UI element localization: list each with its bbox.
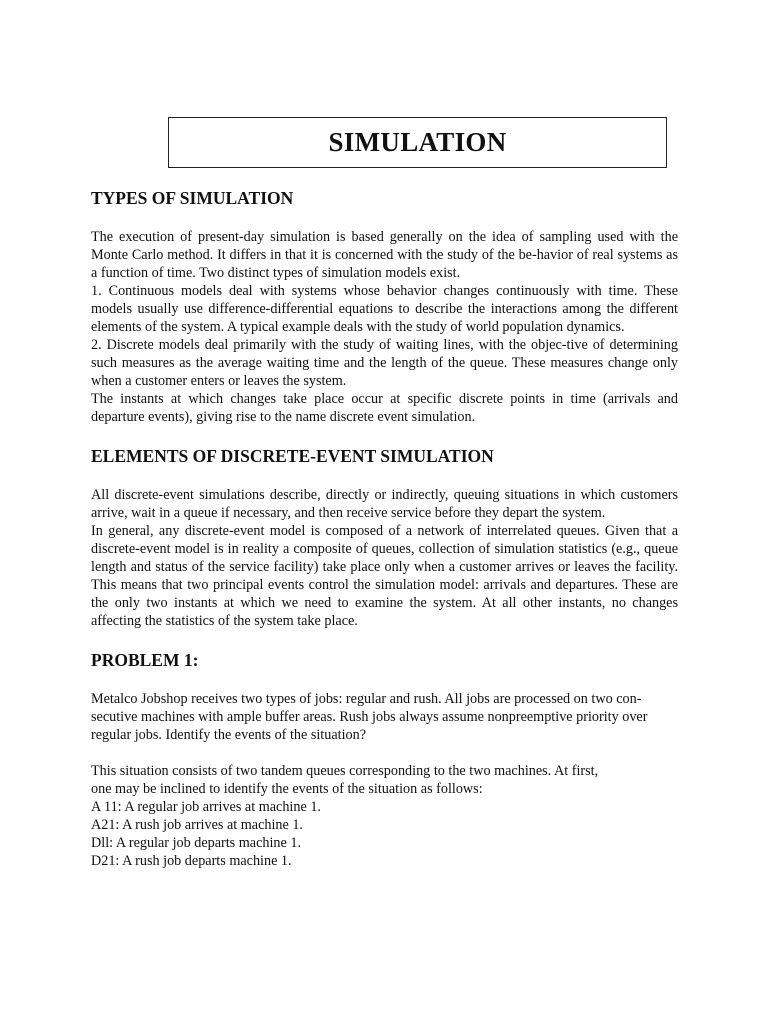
section-heading-problem1: PROBLEM 1: bbox=[91, 650, 199, 670]
document-title-box bbox=[168, 117, 667, 168]
problem-intro-line: one may be inclined to identify the events of the situation as follows: bbox=[91, 781, 483, 797]
event-list-item: D21: A rush job departs machine 1. bbox=[91, 853, 292, 869]
event-list-item: Dll: A regular job departs machine 1. bbox=[91, 835, 301, 851]
paragraph: 2. Discrete models deal primarily with the study of waiting lines, with the objec-tive of determining such measures as the average waiting time and the length of the queue. These measures change only when a customer enters or leaves the system. bbox=[91, 337, 678, 389]
event-list-item: A21: A rush job arrives at machine 1. bbox=[91, 817, 303, 833]
section-problem1-body bbox=[91, 690, 678, 870]
paragraph: The execution of present-day simulation is based generally on the idea of sampling used with the Monte Carlo method. It differs in that it is concerned with the study of the be-havior of real systems as a function of time. Two distinct types of simulation models exist. bbox=[91, 229, 678, 281]
section-heading-types: TYPES OF SIMULATION bbox=[91, 188, 294, 208]
section-types-body bbox=[91, 228, 678, 426]
paragraph: All discrete-event simulations describe, directly or indirectly, queuing situations in which customers arrive, wait in a queue if necessary, and then receive service before they depart the system. bbox=[91, 487, 678, 521]
section-heading-elements: ELEMENTS OF DISCRETE-EVENT SIMULATION bbox=[91, 446, 494, 466]
document-title: SIMULATION bbox=[328, 127, 507, 157]
document-body bbox=[91, 186, 678, 870]
paragraph: 1. Continuous models deal with systems whose behavior changes continuously with time. These models usually use difference-differential equations to describe the interactions among the different elements of the system. A typical example deals with the study of world population dynamics. bbox=[91, 283, 678, 335]
paragraph: The instants at which changes take place occur at specific discrete points in time (arrivals and departure events), giving rise to the name discrete event simulation. bbox=[91, 391, 678, 425]
problem-statement: Metalco Jobshop receives two types of jobs: regular and rush. All jobs are processed on two con-secutive machines with ample buffer areas. Rush jobs always assume nonpreemptive priority over regular jobs. Identify the events of the situation? bbox=[91, 691, 648, 743]
paragraph: In general, any discrete-event model is composed of a network of interrelated queues. Given that a discrete-event model is in reality a composite of queues, collection of simulation statistics (e.g., queue length and status of the service facility) take place only when a customer arrives or leaves the facility. This means that two principal events control the simulation model: arrivals and departures. These are the only two instants at which we need to examine the system. At all other instants, no changes affecting the statistics of the system take place. bbox=[91, 523, 678, 629]
section-elements-body bbox=[91, 486, 678, 630]
problem-intro-line: This situation consists of two tandem queues corresponding to the two machines. At first, bbox=[91, 763, 599, 779]
event-list-item: A 11: A regular job arrives at machine 1. bbox=[91, 799, 321, 815]
